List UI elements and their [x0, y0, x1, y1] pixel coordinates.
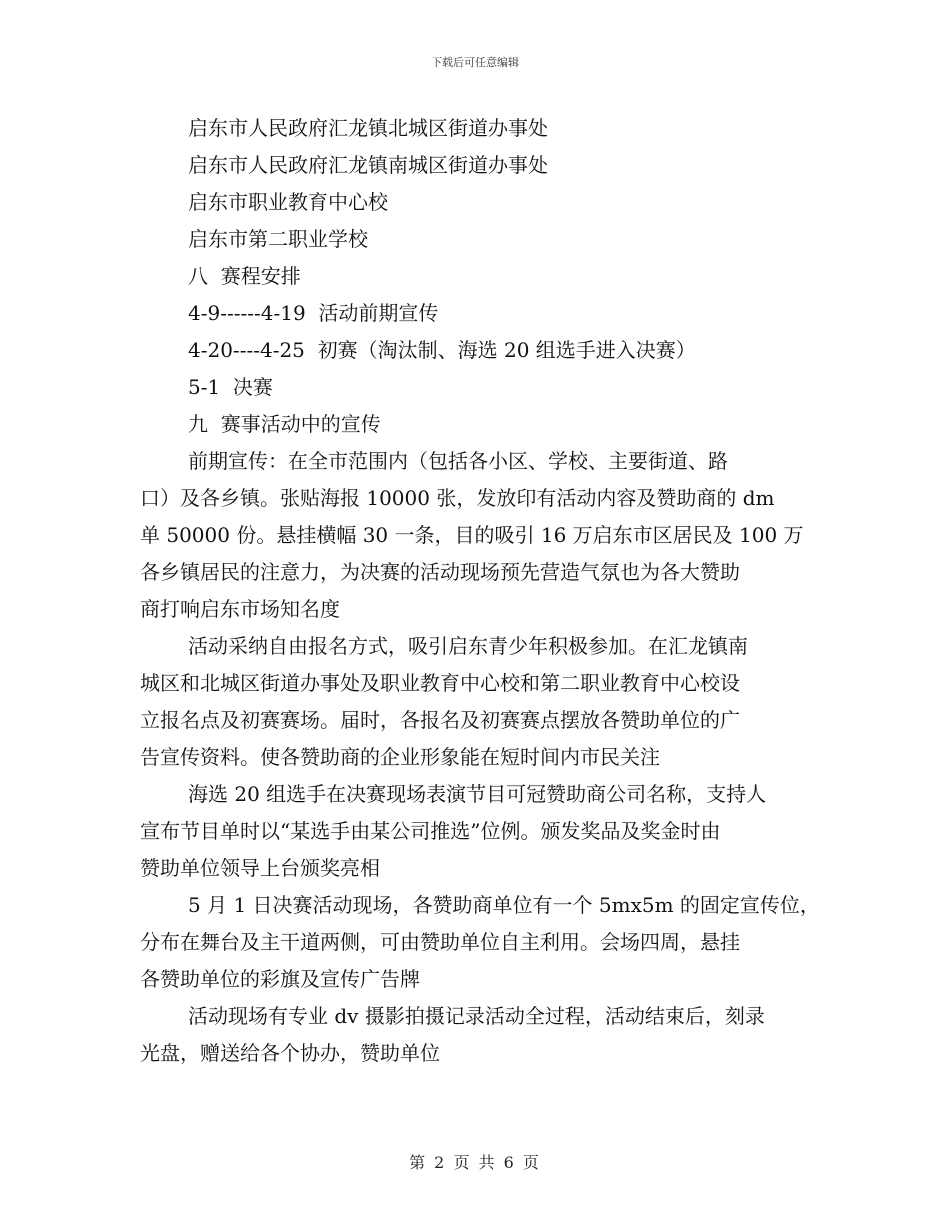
- schedule-line: 5-1 决赛: [188, 375, 273, 399]
- paragraph-line: 赞助单位领导上台颁奖亮相: [140, 856, 380, 880]
- schedule-line: 4-9------4-19 活动前期宣传: [188, 301, 439, 325]
- page-header: 下载后可任意编辑: [431, 56, 519, 69]
- paragraph-line: 口）及各乡镇。张贴海报 10000 张，发放印有活动内容及赞助商的 dm: [140, 486, 775, 510]
- paragraph-line: 立报名点及初赛赛场。届时，各报名及初赛赛点摆放各赞助单位的广: [140, 708, 740, 732]
- paragraph-line: 海选 20 组选手在决赛现场表演节目可冠赞助商公司名称，支持人: [188, 782, 767, 806]
- body-line: 启东市人民政府汇龙镇南城区街道办事处: [188, 153, 548, 177]
- paragraph-line: 活动现场有专业 dv 摄影拍摄记录活动全过程，活动结束后，刻录: [188, 1004, 765, 1028]
- paragraph-line: 活动采纳自由报名方式，吸引启东青少年积极参加。在汇龙镇南: [188, 634, 748, 658]
- paragraph-line: 分布在舞台及主干道两侧，可由赞助单位自主利用。会场四周，悬挂: [140, 930, 740, 954]
- body-line: 启东市人民政府汇龙镇北城区街道办事处: [188, 116, 548, 140]
- section-heading: 九 赛事活动中的宣传: [188, 412, 381, 436]
- section-heading: 八 赛程安排: [188, 264, 301, 288]
- paragraph-line: 各赞助单位的彩旗及宣传广告牌: [140, 967, 420, 991]
- paragraph-line: 前期宣传：在全市范围内（包括各小区、学校、主要街道、路: [188, 449, 728, 473]
- paragraph-line: 各乡镇居民的注意力，为决赛的活动现场预先营造气氛也为各大赞助: [140, 560, 740, 584]
- paragraph-line: 商打响启东市场知名度: [140, 597, 340, 621]
- schedule-line: 4-20----4-25 初赛（淘汰制、海选 20 组选手进入决赛）: [188, 338, 696, 362]
- paragraph-line: 城区和北城区街道办事处及职业教育中心校和第二职业教育中心校设: [140, 671, 740, 695]
- paragraph-line: 5 月 1 日决赛活动现场，各赞助商单位有一个 5mx5m 的固定宣传位，: [188, 893, 820, 917]
- document-body: [140, 110, 820, 1072]
- paragraph-line: 告宣传资料。使各赞助商的企业形象能在短时间内市民关注: [140, 745, 660, 769]
- paragraph-line: 光盘，赠送给各个协办，赞助单位: [140, 1041, 440, 1065]
- body-line: 启东市第二职业学校: [188, 227, 368, 251]
- paragraph-line: 单 50000 份。悬挂横幅 30 一条，目的吸引 16 万启东市区居民及 100 万: [140, 523, 804, 547]
- page-footer: 第 2 页 共 6 页: [409, 1153, 541, 1172]
- paragraph-line: 宣布节目单时以“某选手由某公司推选”位例。颁发奖品及奖金时由: [140, 819, 721, 843]
- body-line: 启东市职业教育中心校: [188, 190, 388, 214]
